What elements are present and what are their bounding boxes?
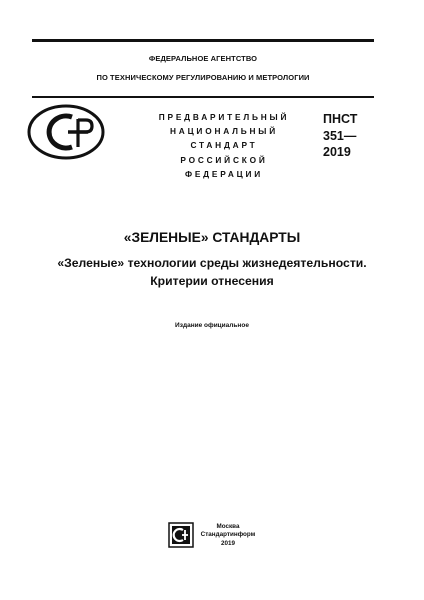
standard-type-line: ФЕДЕРАЦИИ	[184, 168, 264, 179]
gost-r-logo-icon	[26, 103, 106, 161]
edition-note: Издание официальное	[175, 322, 249, 329]
agency-name-line2: ПО ТЕХНИЧЕСКОМУ РЕГУЛИРОВАНИЮ И МЕТРОЛОГИИ	[96, 73, 310, 82]
publication-year: 2019	[220, 539, 235, 547]
subtitle-line: «Зеленые» технологии среды жизнедеятельности.	[57, 256, 367, 270]
publisher-block	[196, 523, 260, 548]
standard-code-line: ПНСТ	[323, 112, 358, 126]
standard-code-line: 2019	[323, 145, 351, 159]
standard-code	[323, 111, 383, 161]
publisher-name: Стандартинформ	[200, 531, 256, 539]
standard-type-line: ПРЕДВАРИТЕЛЬНЫЙ	[158, 112, 290, 122]
document-title: «ЗЕЛЕНЫЕ» СТАНДАРТЫ	[123, 230, 301, 245]
publisher-city: Москва	[216, 523, 240, 530]
standard-type-line: НАЦИОНАЛЬНЫЙ	[169, 126, 278, 137]
document-subtitle	[24, 254, 400, 290]
standartinform-logo-icon	[168, 522, 194, 548]
agency-name-line1: ФЕДЕРАЛЬНОЕ АГЕНТСТВО	[148, 54, 258, 63]
standard-type-line: СТАНДАРТ	[190, 140, 258, 151]
subtitle-line: Критерии отнесения	[150, 274, 274, 288]
standard-code-line: 351—	[323, 128, 357, 143]
standard-type	[140, 110, 308, 181]
top-rule	[32, 39, 374, 42]
header-rule	[32, 96, 374, 98]
standard-type-line: РОССИЙСКОЙ	[180, 154, 268, 165]
